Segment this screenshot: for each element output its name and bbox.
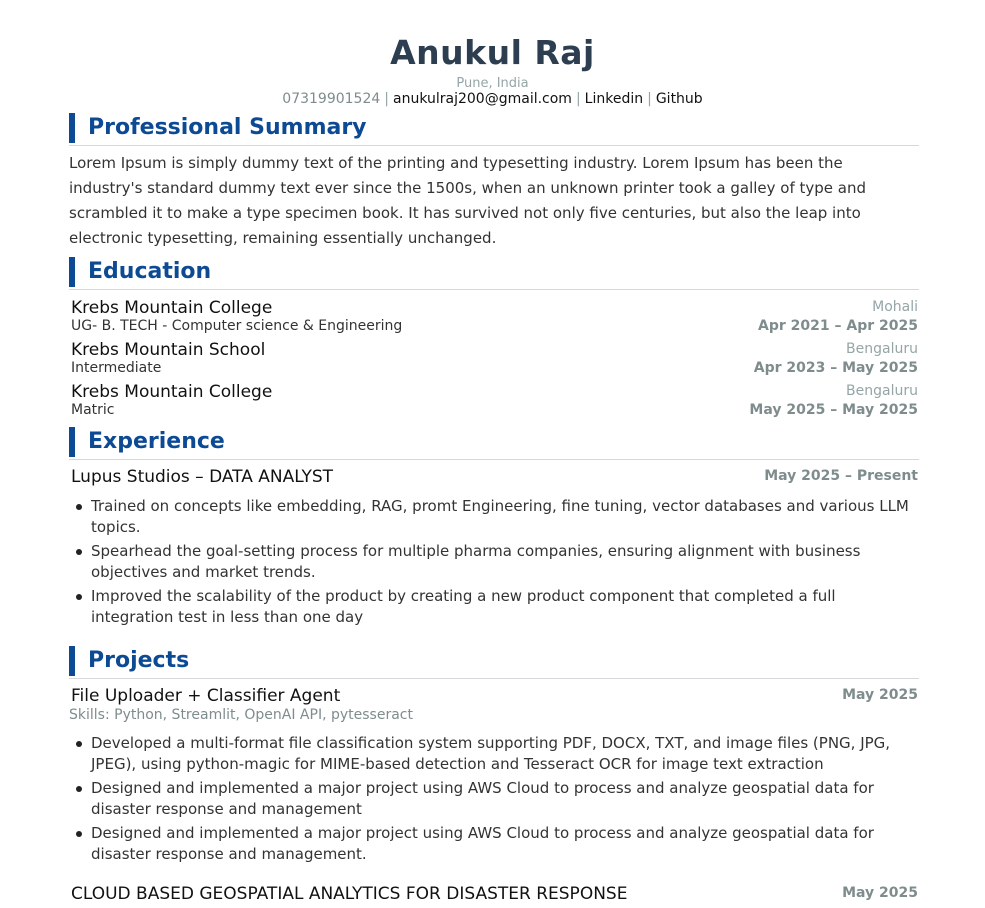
- bullet-item: [69, 496, 919, 538]
- project-entry: [71, 884, 918, 904]
- project-skills: Skills: Python, Streamlit, OpenAI API, pytesseract: [69, 707, 413, 723]
- email-link[interactable]: anukulraj200@gmail.com: [393, 91, 572, 107]
- section-accent-bar: [69, 427, 75, 457]
- bullet-text: Improved the scalability of the product by creating a new product component that completed a full integration test in less than one day: [91, 587, 836, 626]
- project-title: File Uploader + Classifier Agent: [71, 686, 341, 706]
- education-institution: Krebs Mountain College: [71, 382, 273, 402]
- section-accent-bar: [69, 257, 75, 287]
- section-accent-bar: [69, 113, 75, 143]
- section-heading-projects: [69, 646, 919, 679]
- section-accent-bar: [69, 646, 75, 676]
- section-title: Education: [88, 259, 212, 284]
- bullet-dot: [76, 741, 82, 747]
- bullet-text: Designed and implemented a major project using AWS Cloud to process and analyze geospatial data for disaster response and management: [91, 779, 874, 818]
- project-title: CLOUD BASED GEOSPATIAL ANALYTICS FOR DISASTER RESPONSE: [71, 884, 628, 904]
- experience-entry: [71, 467, 918, 487]
- education-location: Mohali: [872, 299, 918, 315]
- education-entry: [71, 382, 918, 419]
- summary-text: Lorem Ipsum is simply dummy text of the printing and typesetting industry. Lorem Ipsum has been the industry's standard dummy text ever since the 1500s, when an unknown printer took a galley of type and scrambled it to make a type specimen book. It has survived not only five centuries, but also the leap into electronic typesetting, remaining essentially unchanged.: [69, 154, 867, 247]
- bullet-text: Designed and implemented a major project using AWS Cloud to process and analyze geospatial data for disaster response and management.: [91, 824, 874, 863]
- education-location: Bengaluru: [846, 341, 918, 357]
- project-dates: May 2025: [842, 885, 918, 901]
- phone-number: 07319901524: [282, 91, 381, 107]
- github-link[interactable]: Github: [655, 91, 703, 107]
- education-institution: Krebs Mountain School: [71, 340, 266, 360]
- education-entry: [71, 340, 918, 377]
- bullet-item: [69, 778, 919, 820]
- experience-bullets: [69, 496, 919, 631]
- education-dates: Apr 2021 – Apr 2025: [758, 318, 918, 334]
- education-institution: Krebs Mountain College: [71, 298, 273, 318]
- bullet-item: [69, 823, 919, 865]
- section-title: Experience: [88, 429, 225, 454]
- bullet-text: Spearhead the goal-setting process for multiple pharma companies, ensuring alignment with business objectives and market trends.: [91, 542, 861, 581]
- section-heading-summary: [69, 113, 919, 146]
- bullet-text: Developed a multi-format file classification system supporting PDF, DOCX, TXT, and image files (PNG, JPG, JPEG), using python-magic for MIME-based detection and Tesseract OCR for image text extraction: [91, 734, 891, 773]
- candidate-location: Pune, India: [456, 76, 529, 91]
- education-entry: [71, 298, 918, 335]
- bullet-dot: [76, 504, 82, 510]
- bullet-dot: [76, 549, 82, 555]
- section-title: Projects: [88, 648, 190, 673]
- project-entry: [71, 686, 918, 706]
- education-degree: UG- B. TECH - Computer science & Engineering: [71, 318, 403, 334]
- education-dates: May 2025 – May 2025: [749, 402, 918, 418]
- bullet-dot: [76, 786, 82, 792]
- linkedin-link[interactable]: Linkedin: [584, 91, 644, 107]
- bullet-item: [69, 733, 919, 775]
- education-degree: Intermediate: [71, 360, 162, 376]
- bullet-item: [69, 541, 919, 583]
- bullet-item: [69, 586, 919, 628]
- bullet-text: Trained on concepts like embedding, RAG, promt Engineering, fine tuning, vector databases and various LLM topics.: [91, 497, 909, 536]
- candidate-name: Anukul Raj: [390, 33, 595, 72]
- experience-title: Lupus Studios – DATA ANALYST: [71, 467, 334, 487]
- contact-separator: |: [647, 91, 652, 107]
- education-location: Bengaluru: [846, 383, 918, 399]
- education-dates: Apr 2023 – May 2025: [753, 360, 918, 376]
- contact-separator: |: [384, 91, 389, 107]
- project-bullets: [69, 733, 919, 868]
- experience-dates: May 2025 – Present: [764, 468, 918, 484]
- bullet-dot: [76, 594, 82, 600]
- section-title: Professional Summary: [88, 115, 367, 140]
- contact-separator: |: [575, 91, 581, 107]
- bullet-dot: [76, 831, 82, 837]
- project-dates: May 2025: [842, 687, 918, 703]
- section-heading-experience: [69, 427, 919, 460]
- section-heading-education: [69, 257, 919, 290]
- education-degree: Matric: [71, 402, 115, 418]
- contact-line: [0, 91, 985, 108]
